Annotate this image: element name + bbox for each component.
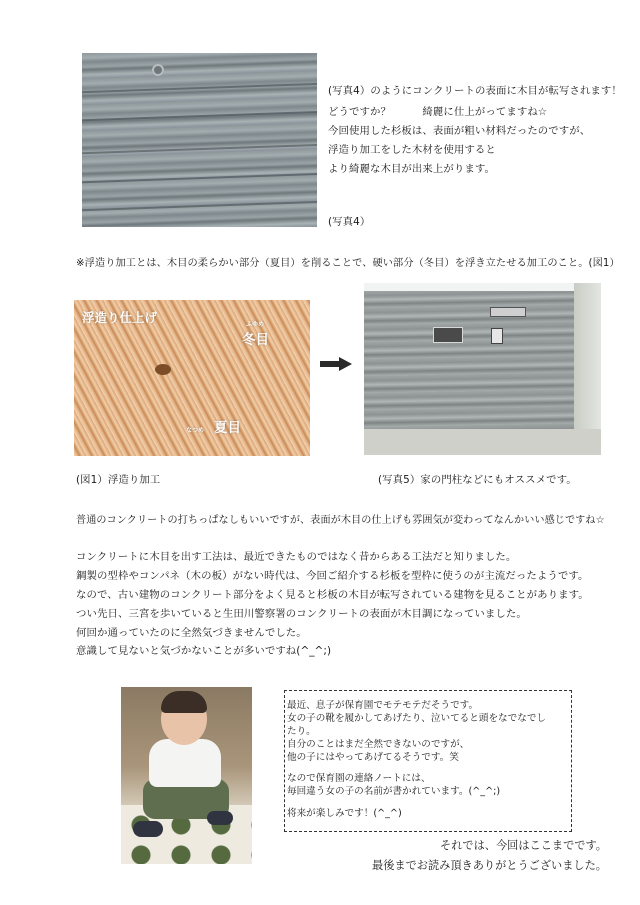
photo5-caption: (写真5）家の門柱などにもオススメです。: [378, 474, 577, 486]
photo-4-wood-grain-concrete: [82, 53, 317, 227]
fig1-caption: (図1）浮造り加工: [76, 474, 161, 486]
ukizukuri-definition: ※浮造り加工とは、木目の柔らかい部分（夏目）を削ることで、硬い部分（冬目）を浮き立たせる加工のこと。(図1）: [76, 258, 620, 269]
paragraph2-line-3: なので、古い建物のコンクリート部分をよく見ると杉板の木目が転写されている建物を見ることがあります。: [76, 589, 589, 601]
photo-5-gate-wall: [364, 283, 601, 455]
form-tie-hole: [152, 64, 164, 76]
figure-1-ukizukuri-wood: [74, 300, 310, 456]
note-line-10: 将来が楽しみです！(^_^): [287, 808, 402, 819]
fuyume-label: 冬目: [242, 332, 269, 348]
paragraph2-line-5: 何回か通っていたのに全然気づきませんでした。: [76, 627, 307, 639]
paragraph2-line-4: つい先日、三宮を歩いていると生田川警察署のコンクリートの表面が木目調になっていました。: [76, 608, 527, 620]
note-line-7: なので保育園の連絡ノートには、: [287, 773, 431, 784]
note-line-4: 自分のことはまだ全然できないのですが、: [287, 739, 470, 750]
fuyume-ruby: ふゆめ: [246, 321, 265, 328]
closing-line-1: それでは、今回はここまでです。: [440, 839, 607, 852]
note-line-5: 他の子にはやってあげてるそうです。笑: [287, 752, 459, 763]
note-line-1: 最近、息子が保育園でモテモテだそうです。: [287, 700, 479, 711]
photo4-text-line-5: より綺麗な木目が出来上がります。: [328, 163, 496, 175]
nameplate: [433, 327, 463, 343]
fig1-title-overlay: 浮造り仕上げ: [82, 310, 158, 325]
photo4-text-line-1: (写真4）のようにコンクリートの表面に木目が転写されます！: [328, 85, 622, 97]
note-line-3: たり。: [287, 726, 316, 737]
photo4-label: (写真4）: [328, 216, 371, 228]
natsume-ruby: なつめ: [186, 427, 205, 434]
paragraph2-line-2: 鋼製の型枠やコンパネ（木の板）がない時代は、今回ご紹介する杉板を型枠に使うのが主流だったようです。: [76, 570, 589, 582]
right-arrow-icon: [320, 357, 352, 371]
wood-knot: [155, 364, 171, 375]
closing-line-2: 最後までお読み頂きありがとうございました。: [372, 859, 607, 872]
paragraph-wood-finish: 普通のコンクリートの打ちっぱなしもいいですが、表面が木目の仕上げも雰囲気が変わってなんかいい感じですね☆: [76, 515, 605, 526]
natsume-label: 夏目: [214, 420, 241, 436]
child-photo: [121, 687, 252, 864]
photo4-text-line-2: どうですか？ 綺麗に仕上がってますね☆: [328, 106, 548, 118]
photo4-text-line-3: 今回使用した杉板は、表面が粗い材料だったのですが、: [328, 125, 591, 137]
mailbox-slot: [490, 307, 526, 317]
note-line-2: 女の子の靴を履かしてあげたり、泣いてると頭をなでなでし: [287, 713, 547, 724]
paragraph2-line-6: 意識して見ないと気づかないことが多いですね(^_^;): [76, 645, 332, 657]
paragraph2-line-1: コンクリートに木目を出す工法は、最近できたものではなく昔からある工法だと知りました。: [76, 551, 517, 563]
board-formed-wall: [364, 291, 574, 435]
photo4-text-line-4: 浮造り加工をした木材を使用すると: [328, 144, 496, 156]
note-line-8: 毎回違う女の子の名前が書かれています。(^_^;): [287, 786, 501, 797]
intercom: [491, 328, 503, 344]
